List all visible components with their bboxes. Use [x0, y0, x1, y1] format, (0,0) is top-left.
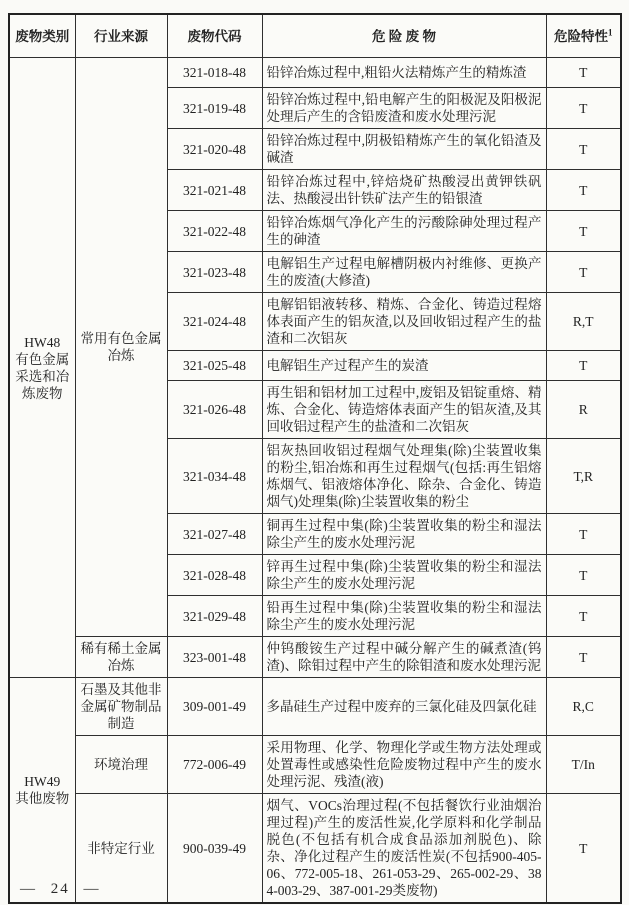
hazardous-waste-table — [8, 13, 622, 904]
category-cell-hw49 — [9, 678, 75, 904]
waste-code-cell: 321-034-48 — [167, 439, 262, 514]
waste-code-cell: 321-023-48 — [167, 252, 262, 293]
waste-description-cell: 仲钨酸铵生产过程中碱分解产生的碱煮渣(钨渣)、除钼过程中产生的除钼渣和废水处理污泥 — [262, 637, 546, 678]
waste-description-cell: 多晶硅生产过程中废弃的三氯化硅及四氯化硅 — [262, 678, 546, 736]
table-row — [9, 736, 621, 794]
waste-description-cell: 烟气、VOCs治理过程(不包括餐饮行业油烟治理过程)产生的废活性炭,化学原料和化学制品脱色(不包括有机合成食品添加剂脱色)、除杂、净化过程产生的废活性炭(不包括900-405-06、772-005-18、261-053-29、265-002-29、384-003-29、387-001-29类废物) — [262, 794, 546, 904]
hazard-cell: T — [546, 58, 621, 88]
page-number: — 24 — — [20, 881, 101, 897]
waste-description-cell: 铅再生过程中集(除)尘装置收集的粉尘和湿法除尘产生的废水处理污泥 — [262, 596, 546, 637]
hazard-cell: T,R — [546, 439, 621, 514]
waste-description-cell: 再生铝和铝材加工过程中,废铝及铝锭重熔、精炼、合金化、铸造熔体表面产生的铝灰渣,及其回收铝过程产生的盐渣和二次铝灰 — [262, 381, 546, 439]
waste-description-cell: 采用物理、化学、物理化学或生物方法处理或处置毒性或感染性危险废物过程中产生的废水处理污泥、残渣(液) — [262, 736, 546, 794]
hazard-cell: T — [546, 129, 621, 170]
industry-cell-nonspecific-industry: 非特定行业 — [75, 794, 167, 904]
hazard-cell: T — [546, 211, 621, 252]
category-code: HW48 — [24, 334, 61, 350]
hazard-cell: T — [546, 351, 621, 381]
waste-code-cell: 321-022-48 — [167, 211, 262, 252]
waste-code-cell: 321-025-48 — [167, 351, 262, 381]
hazard-cell: T — [546, 88, 621, 129]
waste-description-cell: 铅锌冶炼过程中,阴极铅精炼产生的氧化铅渣及碱渣 — [262, 129, 546, 170]
waste-description-cell: 电解铝生产过程电解槽阴极内衬维修、更换产生的废渣(大修渣) — [262, 252, 546, 293]
waste-code-cell: 321-028-48 — [167, 555, 262, 596]
industry-cell-environmental-governance: 环境治理 — [75, 736, 167, 794]
waste-description-cell: 电解铝铝液转移、精炼、合金化、铸造过程熔体表面产生的铝灰渣,以及回收铝过程产生的盐渣和二次铝灰 — [262, 293, 546, 351]
hazard-cell: R,C — [546, 678, 621, 736]
category-code: HW49 — [24, 774, 61, 789]
col-header-hazard-property — [546, 14, 621, 58]
category-name: 有色金属采选和冶炼废物 — [15, 351, 70, 401]
hazard-cell: T — [546, 794, 621, 904]
table-row — [9, 678, 621, 736]
waste-code-cell: 309-001-49 — [167, 678, 262, 736]
waste-description-cell: 电解铝生产过程产生的炭渣 — [262, 351, 546, 381]
waste-code-cell: 321-026-48 — [167, 381, 262, 439]
hazard-property-label: 危险特性 — [554, 28, 608, 44]
waste-description-cell: 铅锌冶炼过程中,粗铅火法精炼产生的精炼渣 — [262, 58, 546, 88]
waste-description-cell: 铅锌冶炼烟气净化产生的污酸除砷处理过程产生的砷渣 — [262, 211, 546, 252]
waste-description-cell: 铅锌冶炼过程中,铅电解产生的阳极泥及阳极泥处理后产生的含铅废渣和废水处理污泥 — [262, 88, 546, 129]
hazard-cell: T — [546, 252, 621, 293]
industry-cell-nonferrous-smelting: 常用有色金属冶炼 — [75, 58, 167, 637]
waste-code-cell: 321-029-48 — [167, 596, 262, 637]
industry-cell-rare-metal-smelting: 稀有稀土金属冶炼 — [75, 637, 167, 678]
hazard-cell: T — [546, 170, 621, 211]
col-header-waste-category: 废物类别 — [9, 14, 75, 58]
table-row — [9, 637, 621, 678]
industry-cell-graphite-nonmetal-products: 石墨及其他非金属矿物制品制造 — [75, 678, 167, 736]
waste-code-cell: 321-024-48 — [167, 293, 262, 351]
table-row — [9, 58, 621, 88]
hazard-cell: R,T — [546, 293, 621, 351]
footnote-reference: 1 — [608, 27, 613, 37]
waste-code-cell: 323-001-48 — [167, 637, 262, 678]
waste-description-cell: 铝灰热回收铝过程烟气处理集(除)尘装置收集的粉尘,铝冶炼和再生过程烟气(包括:再生铝熔炼烟气、铝液熔体净化、除杂、合金化、铸造烟气)处理集(除)尘装置收集的粉尘 — [262, 439, 546, 514]
waste-code-cell: 321-027-48 — [167, 514, 262, 555]
waste-code-cell: 321-021-48 — [167, 170, 262, 211]
waste-description-cell: 铜再生过程中集(除)尘装置收集的粉尘和湿法除尘产生的废水处理污泥 — [262, 514, 546, 555]
waste-code-cell: 900-039-49 — [167, 794, 262, 904]
hazard-cell: T — [546, 596, 621, 637]
hazard-cell: T — [546, 514, 621, 555]
waste-code-cell: 321-019-48 — [167, 88, 262, 129]
col-header-hazardous-waste: 危 险 废 物 — [262, 14, 546, 58]
waste-code-cell: 321-020-48 — [167, 129, 262, 170]
waste-description-cell: 锌再生过程中集(除)尘装置收集的粉尘和湿法除尘产生的废水处理污泥 — [262, 555, 546, 596]
waste-code-cell: 321-018-48 — [167, 58, 262, 88]
hazard-cell: T — [546, 555, 621, 596]
col-header-industry-source: 行业来源 — [75, 14, 167, 58]
waste-description-cell: 铅锌冶炼过程中,锌焙烧矿热酸浸出黄钾铁矾法、热酸浸出针铁矿法产生的铅银渣 — [262, 170, 546, 211]
waste-code-cell: 772-006-49 — [167, 736, 262, 794]
header-row — [9, 14, 621, 58]
col-header-waste-code: 废物代码 — [167, 14, 262, 58]
hazard-cell: R — [546, 381, 621, 439]
hazard-cell: T — [546, 637, 621, 678]
category-name: 其他废物 — [15, 791, 70, 806]
category-cell-hw48 — [9, 58, 75, 678]
hazard-cell: T/In — [546, 736, 621, 794]
